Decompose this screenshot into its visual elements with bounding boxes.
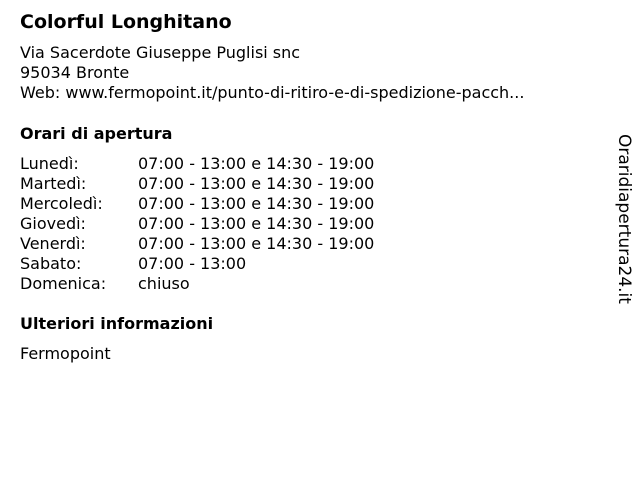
- hours-day: Martedì:: [20, 174, 87, 193]
- hours-row: [20, 214, 374, 234]
- hours-day: Giovedì:: [20, 214, 86, 233]
- hours-row: [20, 154, 374, 174]
- hours-time: 07:00 - 13:00 e 14:30 - 19:00: [138, 214, 375, 233]
- hours-time: chiuso: [138, 274, 190, 293]
- address-web-link[interactable]: Web: www.fermopoint.it/punto-di-ritiro-e-di-spedizione-pacch...: [20, 83, 525, 102]
- hours-day: Mercoledì:: [20, 194, 103, 213]
- address-block: [20, 43, 524, 103]
- address-city: 95034 Bronte: [20, 63, 130, 82]
- page-title: Colorful Longhitano: [20, 11, 232, 33]
- hours-time: 07:00 - 13:00 e 14:30 - 19:00: [138, 194, 375, 213]
- hours-row: [20, 274, 374, 294]
- hours-day: Sabato:: [20, 254, 82, 273]
- hours-time: 07:00 - 13:00 e 14:30 - 19:00: [138, 234, 375, 253]
- hours-time: 07:00 - 13:00: [138, 254, 247, 273]
- hours-row: [20, 234, 374, 254]
- hours-day: Venerdì:: [20, 234, 86, 253]
- address-street: Via Sacerdote Giuseppe Puglisi snc: [20, 43, 301, 62]
- hours-row: [20, 254, 374, 274]
- hours-row: [20, 194, 374, 214]
- hours-day: Lunedì:: [20, 154, 79, 173]
- hours-row: [20, 174, 374, 194]
- extra-info-heading: Ulteriori informazioni: [20, 314, 214, 333]
- hours-heading: Orari di apertura: [20, 124, 173, 143]
- hours-time: 07:00 - 13:00 e 14:30 - 19:00: [138, 174, 375, 193]
- hours-time: 07:00 - 13:00 e 14:30 - 19:00: [138, 154, 375, 173]
- extra-info-value: Fermopoint: [20, 344, 111, 363]
- hours-table: [20, 154, 374, 294]
- site-watermark: Oraridiapertura24.it: [614, 134, 634, 304]
- hours-day: Domenica:: [20, 274, 107, 293]
